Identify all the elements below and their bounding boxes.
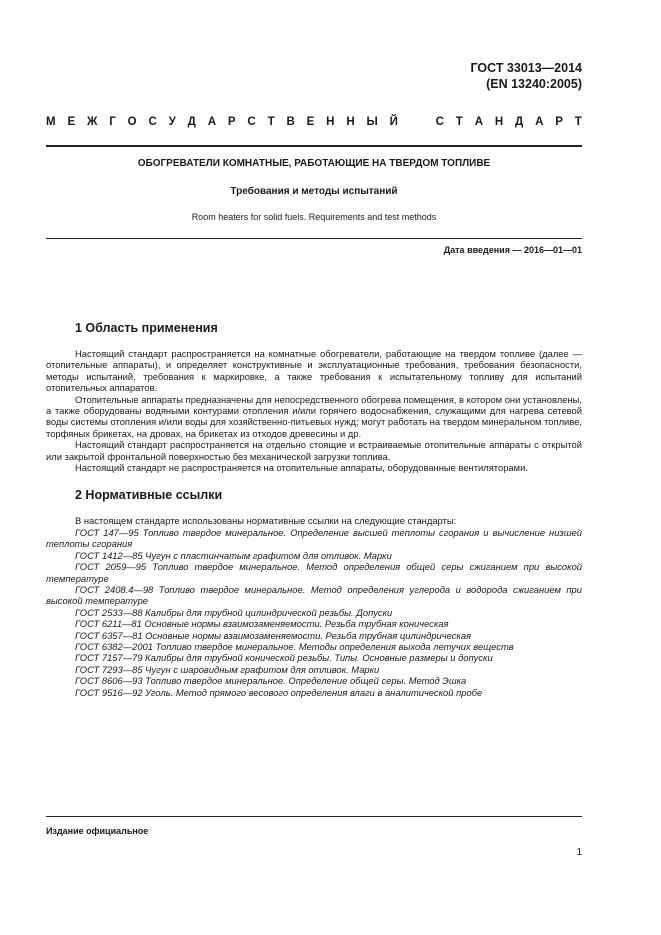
section-1-text bbox=[46, 348, 582, 473]
banner-letter: Н bbox=[326, 116, 335, 128]
banner-letter: Т bbox=[267, 116, 275, 128]
reference-item: ГОСТ 147—95 Топливо твердое минеральное. Определение высшей теплоты сгорания и вычисление низшей теплоты сгорания bbox=[46, 526, 582, 550]
banner-letter: Р bbox=[227, 116, 236, 128]
banner-letter: С bbox=[435, 116, 444, 128]
header-divider bbox=[46, 145, 582, 147]
banner-letter: Г bbox=[109, 116, 116, 128]
reference-item: ГОСТ 9516—92 Уголь. Метод прямого весового определения влаги в аналитической пробе bbox=[75, 686, 483, 698]
section-1-paragraph: Настоящий стандарт распространяется на отдельно стоящие и встраиваемые отопительные аппараты с открытой или закрытой фронтальной поверхностью без механической загрузки топлива. bbox=[46, 439, 582, 462]
reference-item: ГОСТ 6357—81 Основные нормы взаимозаменяемости. Резьба трубная цилиндрическая bbox=[75, 629, 472, 641]
banner-letter: Е bbox=[67, 116, 76, 128]
banner-letter: С bbox=[247, 116, 256, 128]
banner-letter: Т bbox=[455, 116, 463, 128]
document-body bbox=[46, 320, 582, 698]
banner-letter: У bbox=[168, 116, 176, 128]
banner-word-gap bbox=[410, 116, 424, 128]
reference-item: ГОСТ 7293—85 Чугун с шаровидным графитом для отливок. Марки bbox=[75, 663, 380, 675]
reference-item: ГОСТ 2533—88 Калибры для трубной цилиндрической резьбы. Допуски bbox=[75, 606, 393, 618]
banner-letter: Д bbox=[187, 116, 196, 128]
banner-letter: Й bbox=[389, 116, 398, 128]
banner-letter: В bbox=[286, 116, 295, 128]
banner-letter: Д bbox=[515, 116, 524, 128]
banner-letter: Т bbox=[574, 116, 582, 128]
banner-letter: А bbox=[207, 116, 217, 128]
banner-letter: Е bbox=[306, 116, 315, 128]
section-1-paragraph: Отопительные аппараты предназначены для непосредственного обогрева помещения, в котором они установлены, а также оборудованы водяными контурами отопления и/или горячего водоснабжения, служащими для нагрева сетевой воды системы отопления и/или воды для хозяйственно-питьевых нужд; могут работать на твердом минеральном топливе, торфяных брикетах, на дровах, на брикетах из отходов древесины и др. bbox=[46, 393, 582, 439]
banner-letter: А bbox=[535, 116, 544, 128]
reference-item: ГОСТ 7157—79 Калибры для трубной конической резьбы. Типы. Основные размеры и допуски bbox=[75, 652, 493, 664]
reference-item: ГОСТ 1412—85 Чугун с пластинчатым графитом для отливок. Марки bbox=[75, 549, 392, 561]
official-edition-label: Издание официальное bbox=[46, 826, 149, 836]
section-1-heading: 1 Область применения bbox=[75, 321, 218, 335]
reference-item: ГОСТ 8606—93 Топливо твердое минеральное. Определение общей серы. Метод Эшка bbox=[75, 675, 467, 687]
document-english-title: Room heaters for solid fuels. Requirements and test methods bbox=[191, 212, 437, 222]
normative-references-list bbox=[46, 526, 582, 698]
banner-letter: Р bbox=[555, 116, 563, 128]
banner-letter: О bbox=[127, 116, 137, 128]
document-title: ОБОГРЕВАТЕЛИ КОМНАТНЫЕ, РАБОТАЮЩИЕ НА ТВЕРДОМ ТОПЛИВЕ bbox=[137, 158, 491, 169]
section-2-intro bbox=[46, 515, 582, 526]
reference-item: ГОСТ 2059—95 Топливо твердое минеральное. Метод определения общей серы сжиганием при высокой температуре bbox=[46, 561, 582, 584]
banner-letter: А bbox=[474, 116, 483, 128]
banner-letter: Ж bbox=[86, 116, 98, 128]
banner-letter: С bbox=[148, 116, 157, 128]
introduction-date: Дата введения — 2016—01—01 bbox=[443, 245, 582, 255]
banner-letter: М bbox=[46, 116, 56, 128]
reference-item: ГОСТ 6382—2001 Топливо твердое минеральное. Методы определения выхода летучих веществ bbox=[75, 640, 514, 652]
document-subtitle: Требования и методы испытаний bbox=[230, 186, 398, 197]
section-1-paragraph: Настоящий стандарт распространяется на комнатные обогреватели, работающие на твердом топливе (далее — отопительные аппараты), и определяет конструктивные и эксплуатационные требования, требования безопасности, методы испытаний, требования к маркировке, а также требования к испытательному топливу для испытаний отопительных аппаратов. bbox=[46, 348, 582, 394]
gost-number-line2: (EN 13240:2005) bbox=[486, 77, 582, 91]
footer-divider bbox=[46, 816, 582, 817]
reference-item: ГОСТ 2408.4—98 Топливо твердое минеральное. Метод определения углерода и водорода сжиганием при высокой температуре bbox=[46, 583, 582, 607]
page-number: 1 bbox=[576, 847, 582, 858]
gost-number-line1: ГОСТ 33013—2014 bbox=[470, 61, 582, 75]
gost-number bbox=[470, 60, 582, 92]
references-intro-text: В настоящем стандарте использованы нормативные ссылки на следующие стандарты: bbox=[75, 515, 457, 527]
banner-letter: Н bbox=[346, 116, 355, 128]
interstate-standard-banner bbox=[46, 116, 582, 128]
reference-item: ГОСТ 6211—81 Основные нормы взаимозаменяемости. Резьба трубная коническая bbox=[75, 618, 449, 630]
banner-letter: Н bbox=[494, 116, 504, 128]
title-divider bbox=[46, 238, 582, 239]
section-2-heading: 2 Нормативные ссылки bbox=[75, 488, 223, 503]
section-1-paragraph: Настоящий стандарт не распространяется на отопительные аппараты, оборудованные вентиляторами. bbox=[75, 462, 528, 474]
banner-letter: Ы bbox=[366, 116, 378, 128]
